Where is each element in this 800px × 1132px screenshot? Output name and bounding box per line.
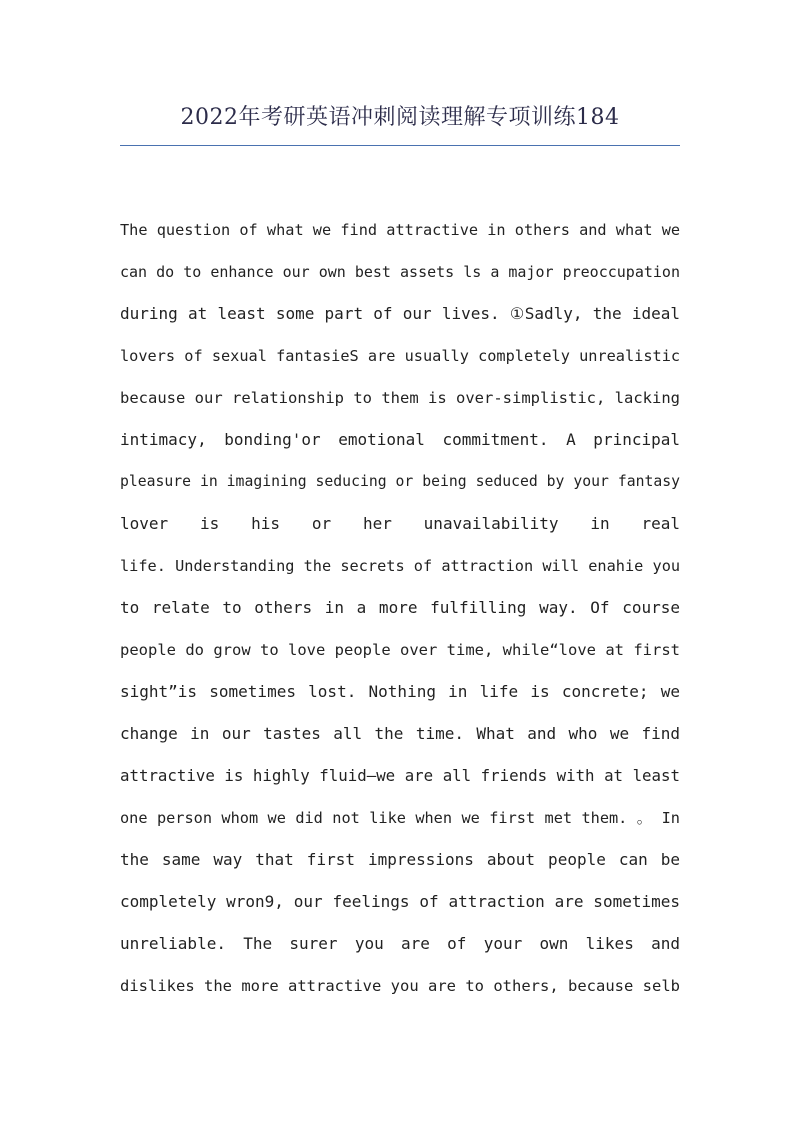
body-line: the same way that first impressions about people can be [120,850,680,869]
body-line: attractive is highly fluid—we are all friends with at least [120,766,680,785]
body-line: change in our tastes all the time. What and who we find [120,724,680,743]
body-line: pleasure in imagining seducing or being seduced by your fantasy [120,473,680,490]
body-line: because our relationship to them is over-simplistic, lacking [120,389,680,407]
body-line: can do to enhance our own best assets ls a major preoccupation [120,263,680,281]
body-line: during at least some part of our lives. ①Sadly, the ideal [120,304,680,323]
body-line: unreliable. The surer you are of your own likes and [120,934,680,953]
body-line: completely wron9, our feelings of attraction are sometimes [120,892,680,911]
body-line: intimacy, bonding'or emotional commitment. A principal [120,430,680,449]
body-line: The question of what we find attractive in others and what we [120,221,680,239]
document-title: 2022年考研英语冲刺阅读理解专项训练184 [180,105,620,130]
body-line: dislikes the more attractive you are to others, because selb [120,977,680,995]
body-line: one person whom we did not like when we first met them. 。 In [120,809,680,827]
body-line: lover is his or her unavailability in real [120,514,680,533]
body-line: people do grow to love people over time, while“love at first [120,641,680,659]
body-line: to relate to others in a more fulfilling way. Of course [120,598,680,617]
document-body [120,209,680,1007]
body-line: lovers of sexual fantasieS are usually completely unrealistic [120,347,680,365]
body-line: life. Understanding the secrets of attraction will enahie you [120,557,680,575]
title-divider [120,145,680,146]
body-line: sight”is sometimes lost. Nothing in life is concrete; we [120,682,680,701]
